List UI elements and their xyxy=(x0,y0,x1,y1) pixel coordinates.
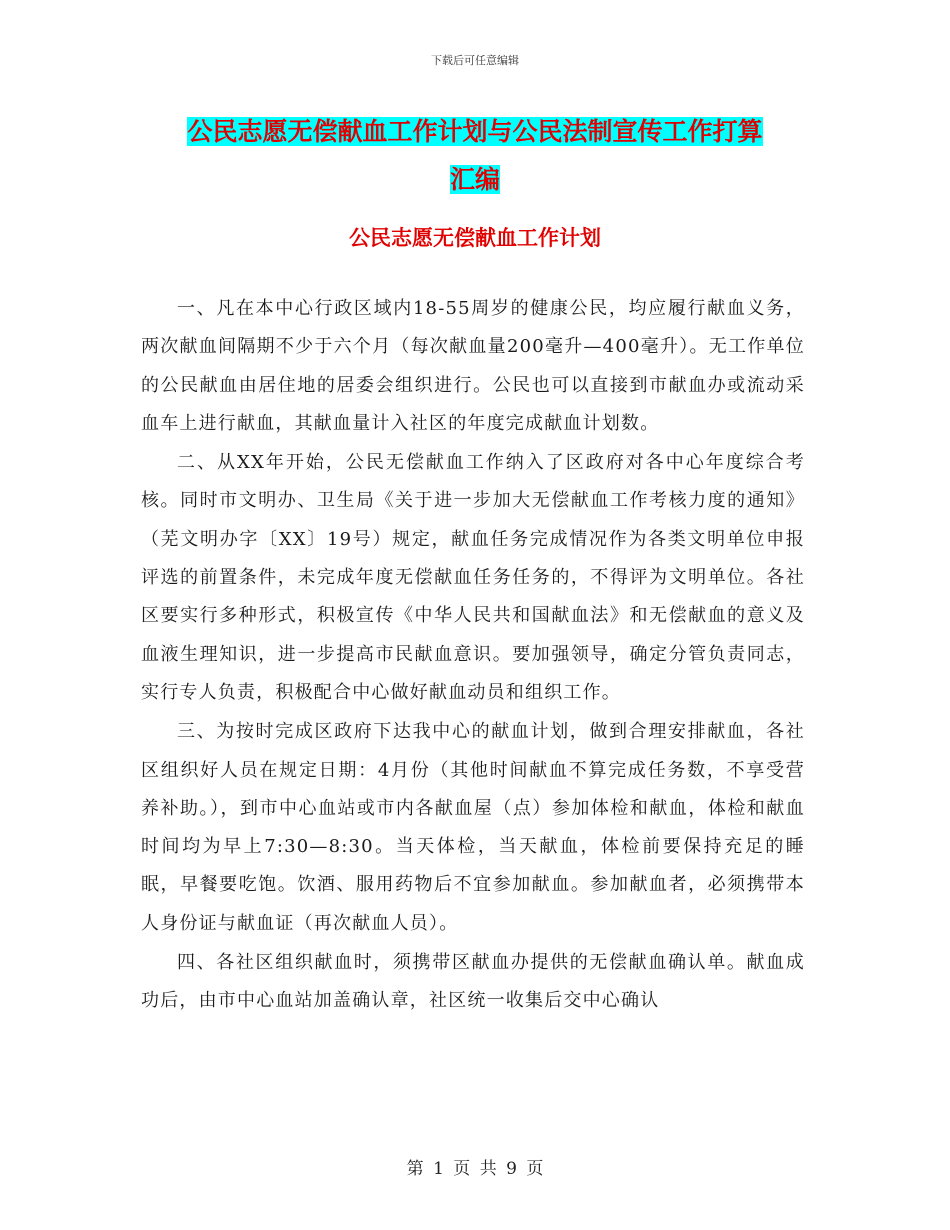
paragraph-2: 二、从XX年开始，公民无偿献血工作纳入了区政府对各中心年度综合考核。同时市文明办、卫生局《关于进一步加大无偿献血工作考核力度的通知》（芜文明办字〔XX〕19号）规定，献血任务完成情况作为各类文明单位申报评选的前置条件，未完成年度无偿献血任务任务的，不得评为文明单位。各社区要实行多种形式，积极宣传《中华人民共和国献血法》和无偿献血的意义及血液生理知识，进一步提高市民献血意识。要加强领导，确定分管负责同志，实行专人负责，积极配合中心做好献血动员和组织工作。 xyxy=(141,452,805,703)
page-header-note: 下载后可任意编辑 xyxy=(431,54,519,67)
paragraph-4: 四、各社区组织献血时，须携带区献血办提供的无偿献血确认单。献血成功后，由市中心血站加盖确认章，社区统一收集后交中心确认 xyxy=(141,952,805,1012)
document-title xyxy=(140,108,810,204)
document-title-line-2: 汇编 xyxy=(449,165,500,194)
section-title: 公民志愿无偿献血工作计划 xyxy=(349,226,601,250)
paragraph-3: 三、为按时完成区政府下达我中心的献血计划，做到合理安排献血，各社区组织好人员在规定日期：4月份（其他时间献血不算完成任务数，不享受营养补助。），到市中心血站或市内各献血屋（点）参加体检和献血，体检和献血时间均为早上7:30—8:30。当天体检，当天献血，体检前要保持充足的睡眠，早餐要吃饱。饮酒、服用药物后不宜参加献血。参加献血者，必须携带本人身份证与献血证（再次献血人员）。 xyxy=(141,721,805,934)
paragraph-1: 一、凡在本中心行政区域内18-55周岁的健康公民，均应履行献血义务，两次献血间隔期不少于六个月（每次献血量200毫升—400毫升）。无工作单位的公民献血由居住地的居委会组织进行。公民也可以直接到市献血办或流动采血车上进行献血，其献血量计入社区的年度完成献血计划数。 xyxy=(141,298,805,434)
document-body xyxy=(141,290,805,1022)
document-title-line-1: 公民志愿无偿献血工作计划与公民法制宣传工作打算 xyxy=(187,117,763,146)
page-footer-number: 第 1 页 共 9 页 xyxy=(406,1159,544,1179)
